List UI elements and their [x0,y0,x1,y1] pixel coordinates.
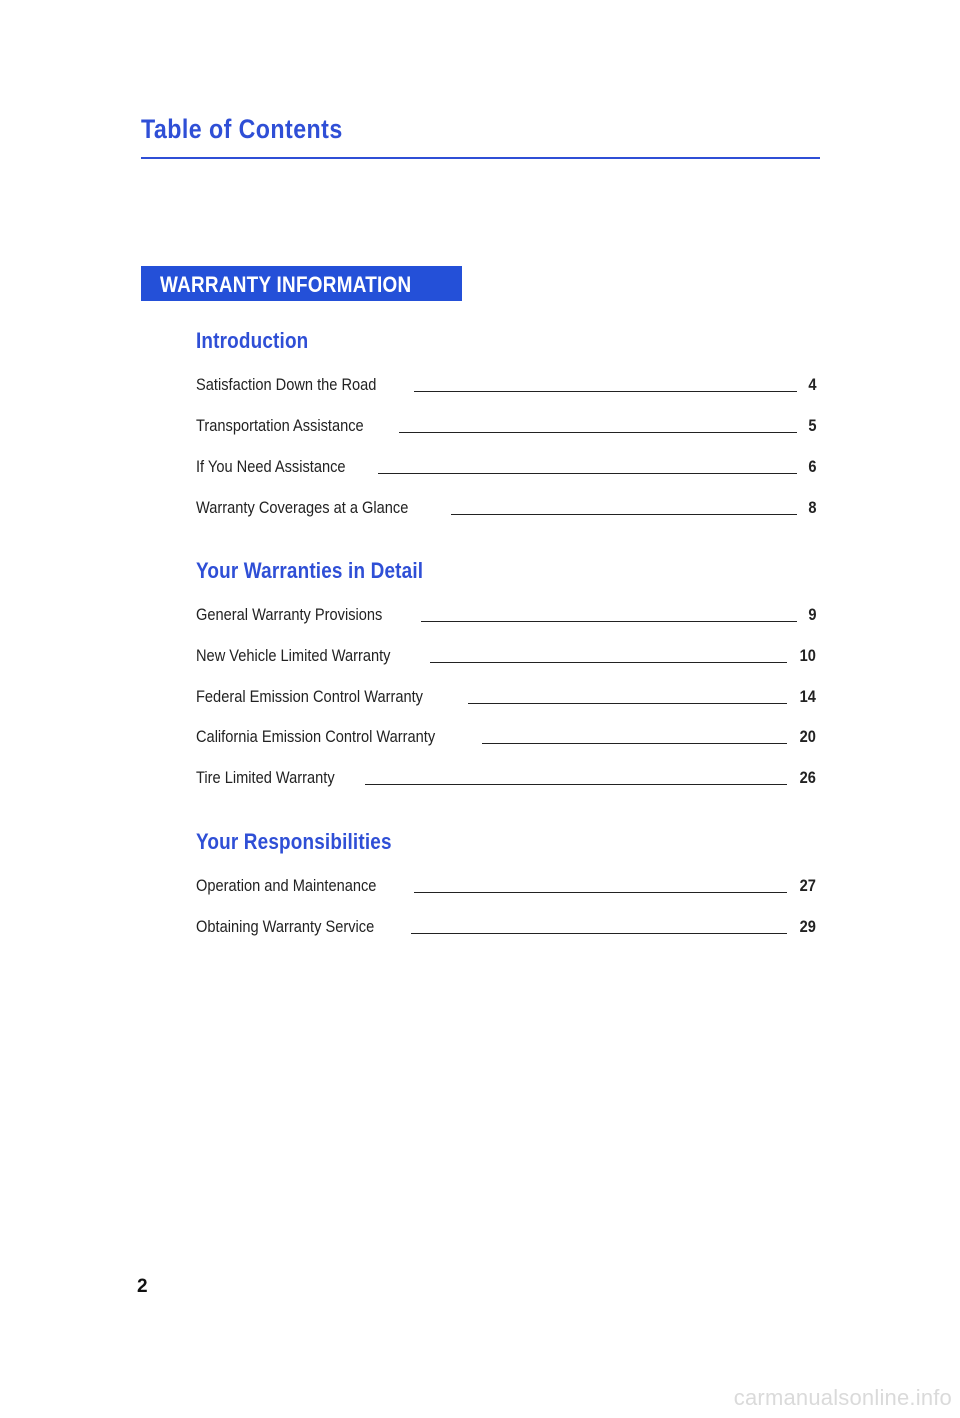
group-heading-your-responsibilities: Your Responsibilities [196,829,392,854]
toc-entry-warranty-coverages-at-a-glance[interactable] [196,494,816,518]
title-divider [141,157,820,159]
toc-entry-page: 6 [807,457,816,476]
toc-entry-label: Operation and Maintenance [196,876,377,895]
toc-entry-label: Federal Emission Control Warranty [196,687,423,706]
toc-entry-page: 10 [799,646,816,665]
toc-entry-operation-and-maintenance[interactable] [196,872,816,896]
toc-leader-line [482,743,787,744]
toc-entry-california-emission-control-warranty[interactable] [196,723,816,747]
toc-entry-federal-emission-control-warranty[interactable] [196,683,816,707]
toc-entry-label: Obtaining Warranty Service [196,917,375,936]
toc-entry-new-vehicle-limited-warranty[interactable] [196,642,816,666]
page-title: Table of Contents [141,114,343,144]
toc-entry-label: California Emission Control Warranty [196,727,436,746]
group-heading-introduction: Introduction [196,328,309,353]
page-number: 2 [137,1276,148,1297]
toc-entry-tire-limited-warranty[interactable] [196,764,816,788]
toc-entry-label: Transportation Assistance [196,416,364,435]
toc-leader-line [399,432,797,433]
toc-entry-page: 14 [799,687,816,706]
toc-leader-line [411,933,787,934]
section-banner [141,266,462,301]
toc-leader-line [451,514,797,515]
toc-entry-general-warranty-provisions[interactable] [196,601,816,625]
toc-entry-page: 29 [799,917,816,936]
toc-leader-line [414,892,787,893]
toc-leader-line [421,621,797,622]
toc-entry-label: General Warranty Provisions [196,605,383,624]
toc-entry-page: 27 [799,876,816,895]
toc-entry-label: If You Need Assistance [196,457,346,476]
toc-leader-line [468,703,787,704]
toc-entry-page: 5 [807,416,816,435]
toc-entry-label: Warranty Coverages at a Glance [196,498,409,517]
watermark: carmanualsonline.info [733,1385,952,1410]
toc-leader-line [378,473,797,474]
toc-entry-label: Tire Limited Warranty [196,768,335,787]
toc-entry-page: 9 [807,605,816,624]
toc-entry-obtaining-warranty-service[interactable] [196,913,816,937]
toc-entry-transportation-assistance[interactable] [196,412,816,436]
toc-entry-page: 8 [807,498,816,517]
toc-entry-satisfaction-down-the-road[interactable] [196,371,816,395]
toc-leader-line [414,391,797,392]
toc-entry-label: New Vehicle Limited Warranty [196,646,391,665]
toc-entry-page: 20 [799,727,816,746]
section-banner-label: WARRANTY INFORMATION [160,272,412,297]
toc-entry-if-you-need-assistance[interactable] [196,453,816,477]
toc-entry-page: 26 [799,768,816,787]
toc-leader-line [430,662,787,663]
toc-leader-line [365,784,787,785]
group-heading-your-warranties-in-detail: Your Warranties in Detail [196,558,424,583]
toc-entry-page: 4 [807,375,816,394]
toc-entry-label: Satisfaction Down the Road [196,375,377,394]
